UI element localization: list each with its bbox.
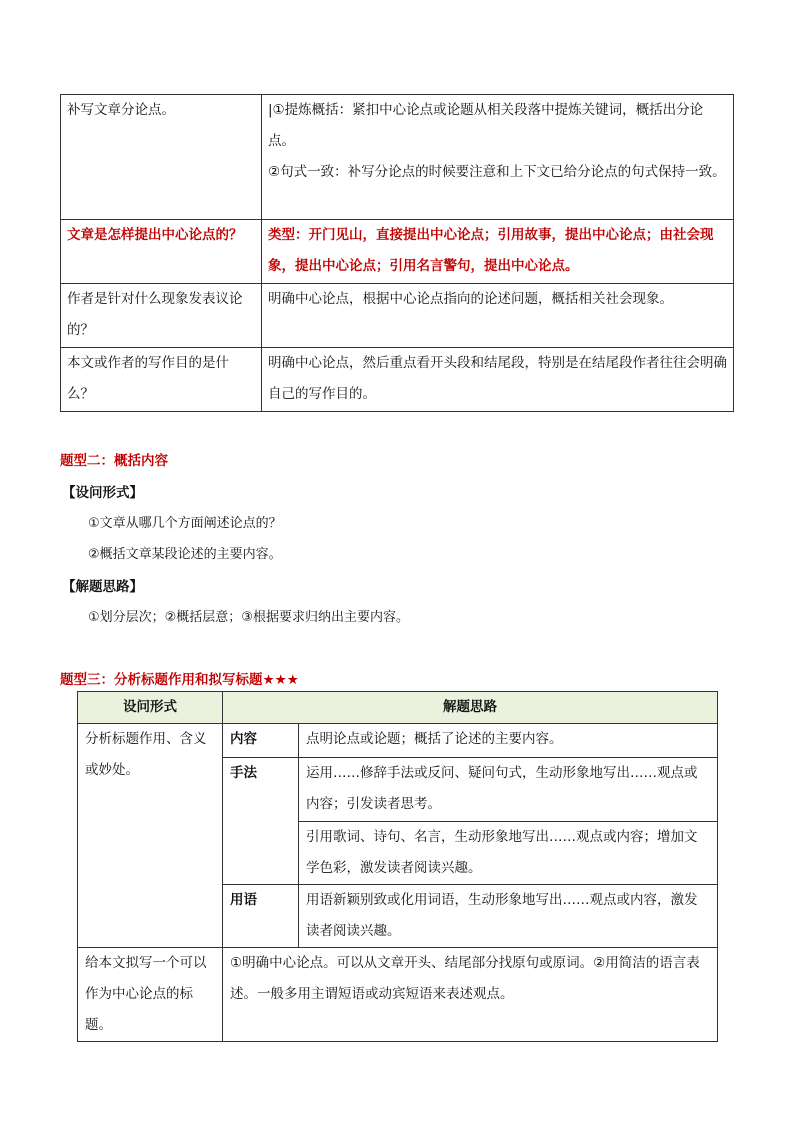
question-text: 文章是怎样提出中心论点的？ <box>67 227 243 243</box>
table-row <box>61 348 734 412</box>
header-cell: 设问形式 <box>78 692 223 724</box>
question-text: 本文或作者的写作目的是什么？ <box>67 355 229 402</box>
question-cell <box>61 220 262 284</box>
answer-line: 明确中心论点，根据中心论点指向的论述问题，概括相关社会现象。 <box>268 291 673 307</box>
answer-cell <box>262 220 734 284</box>
table-row <box>78 724 718 758</box>
answer-line: 类型：开门见山，直接提出中心论点；引用故事，提出中心论点；由社会现象，提出中心论点；引用名言警句，提出中心论点。 <box>268 227 714 274</box>
answer-cell: 用语新颖别致或化用词语，生动形象地写出……观点或内容，激发读者阅读兴趣。 <box>299 885 718 948</box>
solve-heading: 【解题思路】 <box>62 579 143 595</box>
question-cell <box>61 95 262 220</box>
solve-item: ①划分层次；②概括层意；③根据要求归纳出主要内容。 <box>88 610 409 625</box>
answer-cell <box>262 284 734 348</box>
row-label: 用语 <box>223 885 299 948</box>
question-text: 作者是针对什么现象发表议论的？ <box>67 291 243 338</box>
question-cell <box>61 348 262 412</box>
star-rating-icon: ★★★ <box>262 672 299 688</box>
table-row <box>61 284 734 348</box>
question-cell: 给本文拟写一个可以作为中心论点的标题。 <box>78 948 223 1042</box>
table-row <box>61 95 734 220</box>
table-row <box>61 220 734 284</box>
answer-line: |①提炼概括：紧扣中心论点或论题从相关段落中提炼关键词，概括出分论点。 <box>268 102 704 149</box>
section-title: 题型二：概括内容 <box>60 453 168 469</box>
answer-line: ②句式一致：补写分论点的时候要注意和上下文已给分论点的句式保持一致。 <box>268 164 726 180</box>
row-label: 手法 <box>223 758 299 885</box>
answer-cell: 引用歌词、诗句、名言，生动形象地写出……观点或内容；增加文学色彩，激发读者阅读兴趣。 <box>299 822 718 885</box>
question-cell: 分析标题作用、含义或妙处。 <box>78 724 223 948</box>
row-label: 内容 <box>223 724 299 758</box>
answer-cell <box>262 348 734 412</box>
ask-item: ②概括文章某段论述的主要内容。 <box>88 547 282 562</box>
table-row <box>78 948 718 1042</box>
section-title-text: 题型三：分析标题作用和拟写标题 <box>60 672 263 688</box>
header-cell: 解题思路 <box>223 692 718 724</box>
answer-cell: ①明确中心论点。可以从文章开头、结尾部分找原句或原词。②用简洁的语言表述。一般多用主谓短语或动宾短语来表述观点。 <box>223 948 718 1042</box>
table-header-row <box>78 692 718 724</box>
question-text: 补写文章分论点。 <box>67 102 175 118</box>
question-type-table <box>60 94 734 412</box>
title-analysis-table <box>77 691 718 1042</box>
answer-cell: 点明论点或论题；概括了论述的主要内容。 <box>299 724 718 758</box>
ask-heading: 【设问形式】 <box>62 485 143 501</box>
answer-cell <box>262 95 734 220</box>
ask-item: ①文章从哪几个方面阐述论点的？ <box>88 516 282 531</box>
answer-line: 明确中心论点，然后重点看开头段和结尾段，特别是在结尾段作者往往会明确自己的写作目的。 <box>268 355 727 402</box>
question-cell <box>61 284 262 348</box>
section-title <box>60 668 299 688</box>
answer-cell: 运用……修辞手法或反问、疑问句式，生动形象地写出……观点或内容；引发读者思考。 <box>299 758 718 822</box>
